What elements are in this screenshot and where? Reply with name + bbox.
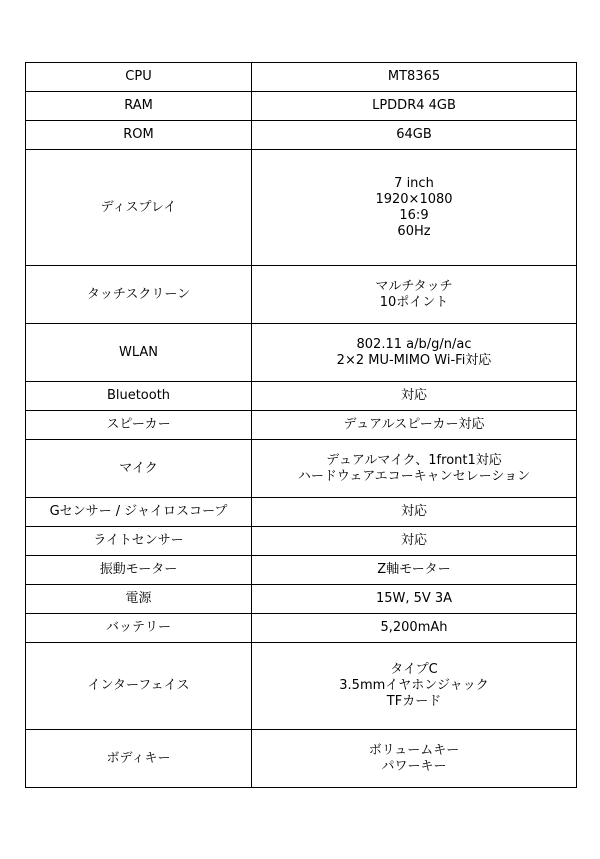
spec-value-line: タイプC <box>390 662 438 677</box>
spec-value-line: デュアルスピーカー対応 <box>343 417 485 432</box>
spec-label: ディスプレイ <box>26 150 252 266</box>
spec-label: ボディキー <box>26 730 252 788</box>
spec-label: マイク <box>26 440 252 498</box>
spec-value <box>252 382 577 411</box>
spec-row <box>26 324 577 382</box>
spec-label: バッテリー <box>26 614 252 643</box>
spec-value-line: ハードウェアエコーキャンセレーション <box>297 468 531 484</box>
spec-value-line: 3.5mmイヤホンジャック <box>339 678 489 693</box>
spec-value-line: 64GB <box>396 127 432 142</box>
spec-value <box>252 150 577 266</box>
spec-row <box>26 150 577 266</box>
spec-label: スピーカー <box>26 411 252 440</box>
spec-value <box>252 324 577 382</box>
spec-value <box>252 556 577 585</box>
spec-row <box>26 411 577 440</box>
spec-value-line: 対応 <box>400 504 427 519</box>
spec-row <box>26 92 577 121</box>
spec-value-line: LPDDR4 4GB <box>372 98 456 113</box>
spec-value-line: ボリュームキー <box>368 742 460 758</box>
spec-label: WLAN <box>26 324 252 382</box>
spec-row <box>26 730 577 788</box>
spec-value <box>252 730 577 788</box>
spec-label: ROM <box>26 121 252 150</box>
spec-row <box>26 498 577 527</box>
spec-value-line: 2×2 MU-MIMO Wi-Fi対応 <box>336 352 492 368</box>
spec-row <box>26 527 577 556</box>
spec-value-line: 7 inch <box>394 175 434 191</box>
spec-row <box>26 643 577 730</box>
spec-value-line: 802.11 a/b/g/n/ac <box>356 336 472 352</box>
spec-row <box>26 382 577 411</box>
spec-value <box>252 614 577 643</box>
spec-value-line: マルチタッチ <box>375 278 453 294</box>
spec-label: タッチスクリーン <box>26 266 252 324</box>
spec-value-line: 1920×1080 <box>375 191 453 207</box>
spec-label: Bluetooth <box>26 382 252 411</box>
spec-value-line: 15W, 5V 3A <box>375 591 453 606</box>
spec-value <box>252 63 577 92</box>
spec-label: 振動モーター <box>26 556 252 585</box>
spec-value <box>252 498 577 527</box>
spec-row <box>26 585 577 614</box>
spec-value <box>252 643 577 730</box>
spec-value <box>252 527 577 556</box>
spec-label: ライトセンサー <box>26 527 252 556</box>
spec-table-body <box>26 63 577 788</box>
spec-label: 電源 <box>26 585 252 614</box>
spec-row <box>26 556 577 585</box>
spec-value-line: Z軸モーター <box>377 562 451 577</box>
spec-value-line: パワーキー <box>381 758 447 774</box>
spec-row <box>26 614 577 643</box>
spec-row <box>26 440 577 498</box>
spec-label: CPU <box>26 63 252 92</box>
spec-label: Gセンサー / ジャイロスコープ <box>26 498 252 527</box>
spec-value-line: 16:9 <box>399 207 429 223</box>
spec-value <box>252 585 577 614</box>
spec-value-line: 対応 <box>400 533 427 548</box>
spec-row <box>26 63 577 92</box>
spec-label: RAM <box>26 92 252 121</box>
spec-value-line: デュアルマイク、1front1対応 <box>326 452 502 468</box>
spec-value <box>252 440 577 498</box>
spec-value-line: 5,200mAh <box>380 620 448 635</box>
spec-value <box>252 411 577 440</box>
spec-value-line: TFカード <box>386 694 442 709</box>
spec-value <box>252 266 577 324</box>
spec-row <box>26 121 577 150</box>
spec-row <box>26 266 577 324</box>
spec-value <box>252 92 577 121</box>
spec-label: インターフェイス <box>26 643 252 730</box>
spec-value-line: 10ポイント <box>379 294 449 310</box>
spec-value-line: MT8365 <box>387 69 441 84</box>
spec-value <box>252 121 577 150</box>
spec-table <box>25 62 577 788</box>
spec-value-line: 対応 <box>400 388 427 403</box>
spec-value-line: 60Hz <box>397 223 431 239</box>
